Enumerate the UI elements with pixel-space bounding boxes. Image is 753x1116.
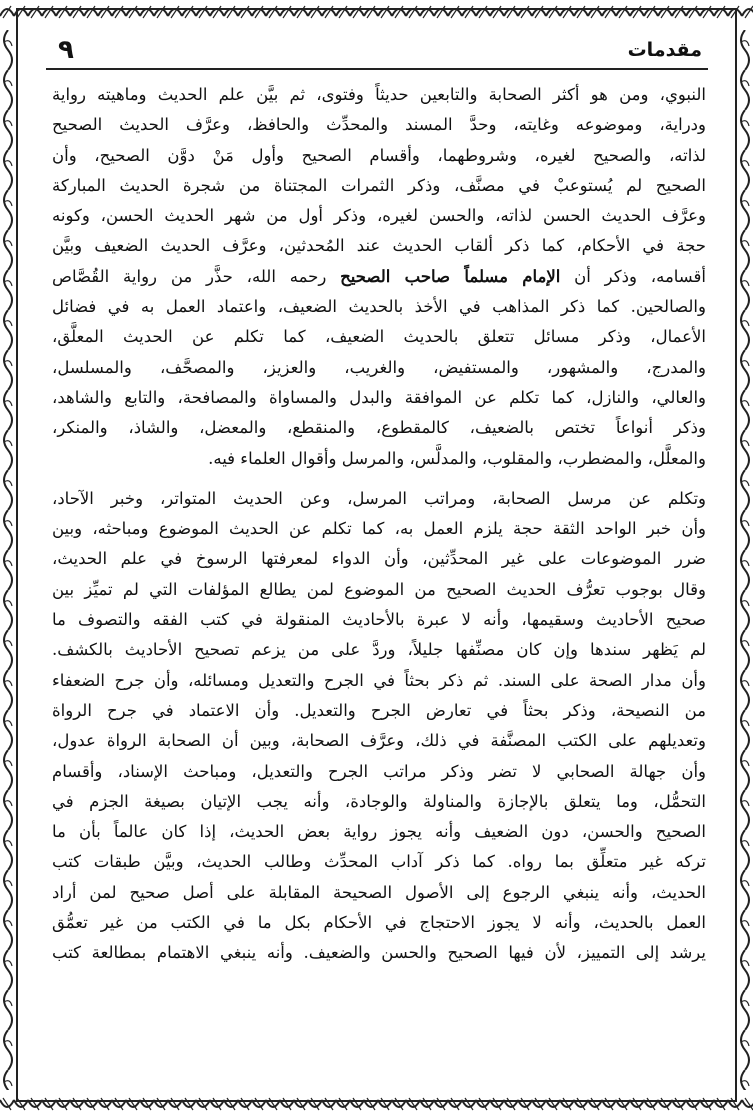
page-number: ٩	[58, 35, 74, 65]
text-line: وتعديلهم على الكتب المصنَّفة في ذلك، وعرَّف الصحابة، وبين أن الصحابة الرواة عدول،	[52, 731, 706, 751]
text-line: يرشد إلى التمييز، لأن فيها الصحيح والحسن والضعيف. وأنه ينبغي الاهتمام بمطالعة كتب	[52, 943, 706, 963]
right-ornament-border	[737, 30, 753, 1090]
text-line: الصحيح لم يُستوعبْ في مصنَّف، وذكر الثمرات المجتناة من شجرة الحديث المباركة	[52, 175, 706, 195]
text-line: الأعمال، وذكر مسائل تتعلق بالحديث الضعيف، كما تكلم عن الحديث المعلَّق،	[52, 327, 706, 347]
text-segment: رحمه الله، حذَّر من رواية القُصَّاص	[52, 266, 341, 286]
text-line: لذاته، والصحيح لغيره، وشروطهما، وأقسام الصحيح وأول مَنْ دوَّن الصحيح، وأن	[52, 145, 706, 165]
body-text	[52, 80, 706, 969]
text-line: التحمُّل، وما يتعلق بالإجازة والمناولة والوجادة، وأنه يجب الإتيان بصيغة الجزم في	[52, 791, 706, 811]
text-line: من النصيحة، وذكر بحثاً في تعارض الجرح والتعديل. وأن الاعتماد في جرح الرواة	[52, 700, 706, 720]
text-line: وأن جهالة الصحابي لا تضر وذكر مراتب الجرح والتعديل، ومباحث الإسناد، وأقسام	[52, 761, 706, 781]
text-line: حجة في الأحكام، كما ذكر ألقاب الحديث عند المُحدثين، وعرَّف الحديث الضعيف وبيَّن	[52, 236, 706, 256]
text-line: وذكر أنواعاً تختص بالضعيف، كالمقطوع، والمنقطع، والمعضل، والشاذ، والمنكر،	[52, 418, 706, 438]
running-title: مقدمات	[627, 39, 702, 61]
text-line	[52, 262, 706, 292]
text-line: وأن خبر الواحد الثقة حجة يلزم العمل به، كما تكلم عن الحديث الموضوع ومباحثه، وبين	[52, 519, 706, 539]
text-line: والمدرج، والمشهور، والمستفيض، والغريب، والعزيز، والمصحَّف، والمسلسل،	[52, 357, 706, 377]
text-line: النبوي، ومن هو أكثر الصحابة والتابعين حديثاً وفتوى، ثم بيَّن علم الحديث وماهيته رواية	[52, 85, 706, 104]
text-line: لم يَظهر سندها وإن كان مصنِّفها جليلاً، وردَّ على من يزعم تصحيح الأحاديث بالكشف.	[52, 640, 706, 660]
text-line: وتكلم عن مرسل الصحابة، ومراتب المرسل، وعن الحديث المتواتر، وخبر الآحاد،	[52, 488, 706, 508]
text-line: العمل بالحديث، وأنه لا يجوز الاحتجاج في الأحكام بكل ما في الكتب من غير تعمُّق	[52, 913, 706, 933]
text-line: وقال بوجوب تعرُّف الحديث الصحيح من الموضوع لمن يطالع المؤلفات التي لم تميِّز بين	[52, 579, 706, 599]
text-line: وعرَّف الحديث الحسن لذاته، والحسن لغيره، وذكر أول من شهر الحديث الحسن، وكونه	[52, 206, 706, 226]
paragraph-gap	[52, 474, 706, 484]
text-line: ودراية، وموضوعه وغايته، وحدَّ المسند والمحدِّث والحافظ، وعرَّف الحديث الصحيح	[52, 115, 706, 135]
text-line: تركه غير متعلِّق بما رواه. كما ذكر آداب المحدِّث وطالب الحديث، وبيَّن طبقات كتب	[52, 852, 706, 872]
page-header	[46, 28, 708, 70]
text-line: الحديث، وأنه ينبغي الرجوع إلى الأصول الصحيحة المقابلة على أصل صحيح لمن أراد	[52, 882, 706, 902]
text-line: والصالحين. كما ذكر المذاهب في الأخذ بالحديث الضعيف، واعتماد العمل به في فضائل	[52, 297, 706, 317]
left-ornament-border	[0, 30, 16, 1090]
text-line: والمعلَّل، والمضطرب، والمقلوب، والمدلَّس، والمرسل وأقوال العلماء فيه.	[208, 448, 706, 468]
text-line: صحيح الأحاديث وسقيمها، وأنه لا عبرة بالأحاديث المنقولة في كتب الفقه والتصوف ما	[52, 610, 706, 630]
text-line: ضرر الموضوعات على غير المحدِّثين، وأن الدواء لمعرفتها الرسوخ في علم الحديث،	[52, 549, 706, 569]
text-line: وأن مدار الصحة على السند. ثم ذكر بحثاً في الجرح والتعديل ومسائله، وأن جرح الضعفاء	[52, 670, 706, 690]
text-line: الصحيح والحسن، دون الضعيف وأنه يجوز رواية بعض الحديث، إذا كان عالماً بأن ما	[52, 822, 706, 842]
text-segment: أقسامه، وذكر أن	[560, 266, 706, 286]
bold-phrase: الإمام مسلماً صاحب الصحيح	[340, 266, 561, 286]
text-line: والعالي، والنازل، كما تكلم عن الموافقة والبدل والمساواة والمصافحة، والتابع والشاهد،	[52, 387, 706, 407]
